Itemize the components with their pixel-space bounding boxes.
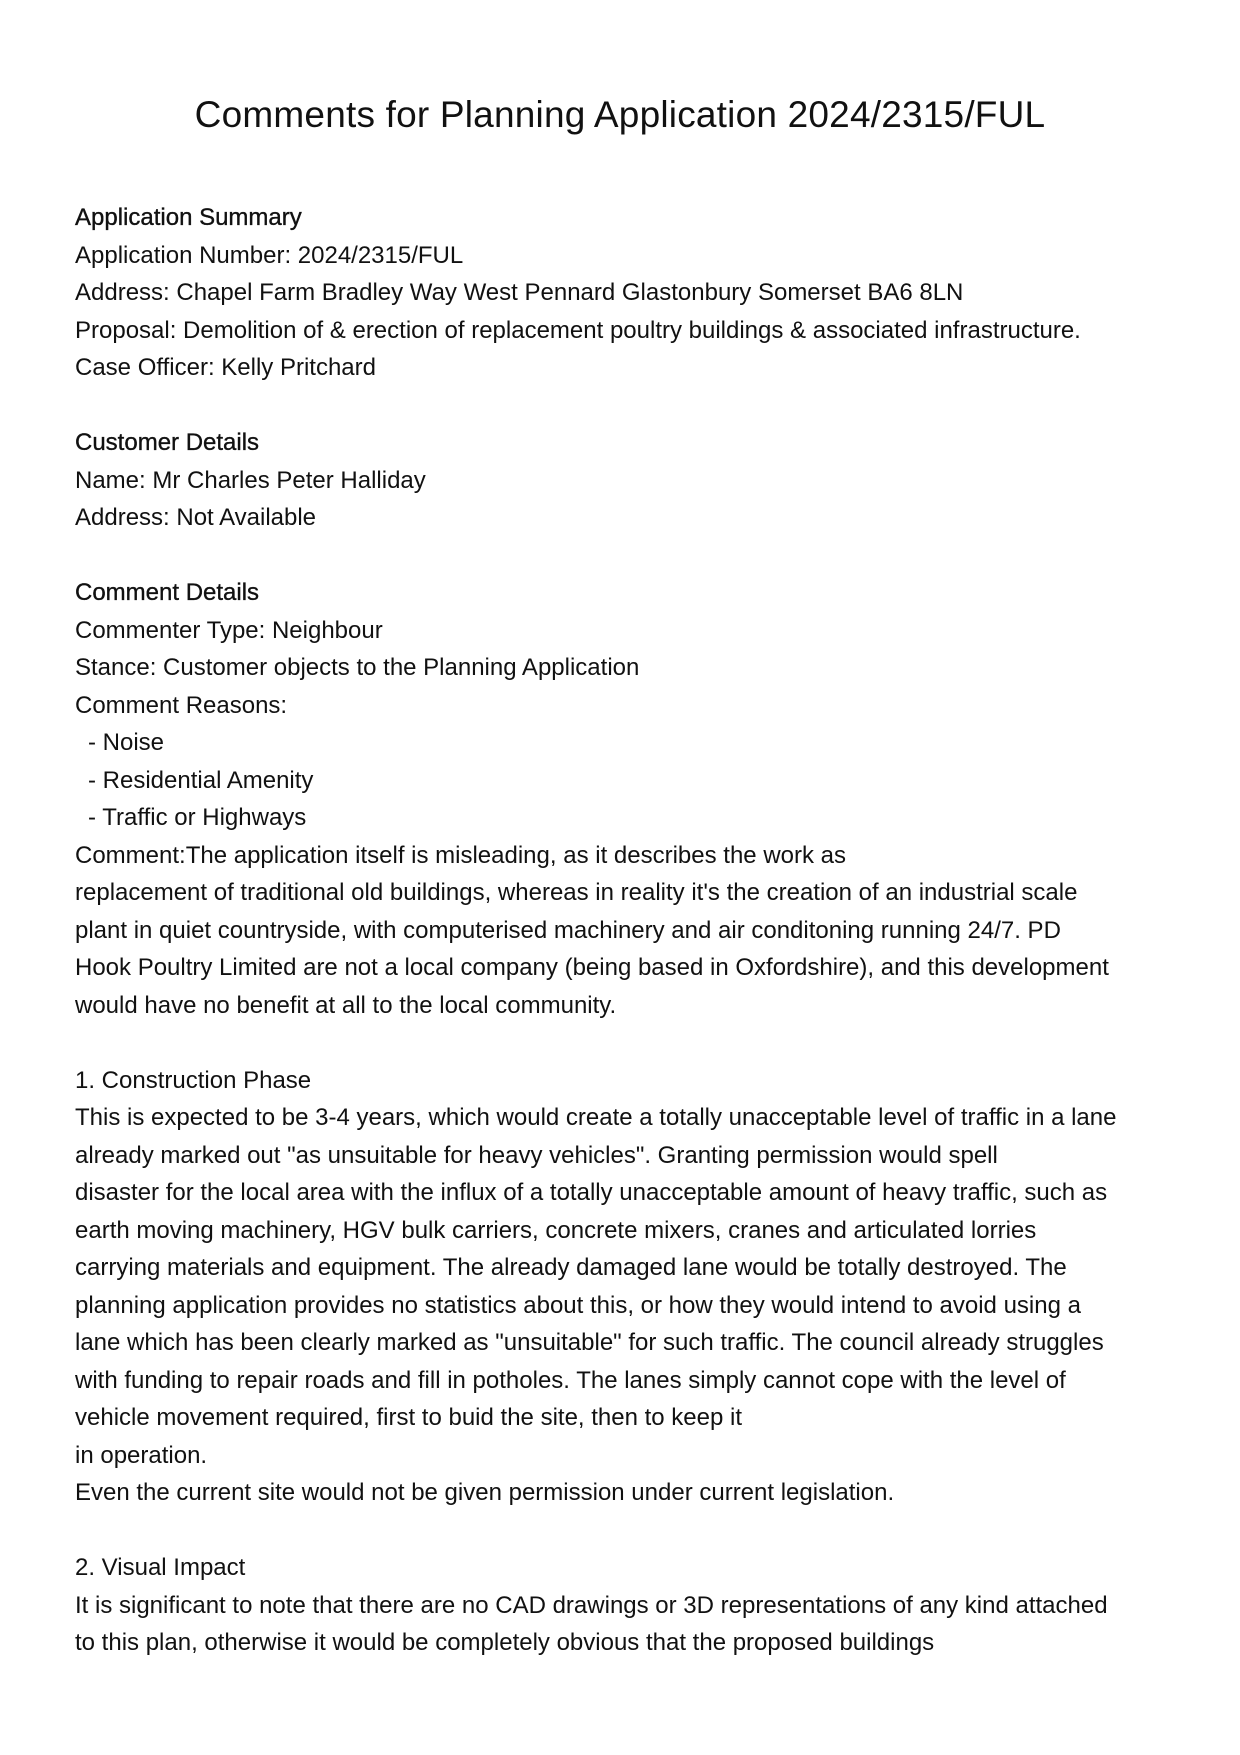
construction-phase-line: Even the current site would not be given permission under current legislation. <box>75 1479 895 1506</box>
commenter-type: Commenter Type: Neighbour <box>75 616 383 644</box>
construction-phase-heading: 1. Construction Phase <box>75 1066 312 1094</box>
construction-phase-line: carrying materials and equipment. The already damaged lane would be totally destroyed. The <box>75 1254 1067 1281</box>
comment-stance: Stance: Customer objects to the Planning Application <box>75 654 640 681</box>
construction-phase-line: in operation. <box>75 1441 208 1469</box>
construction-phase-line: planning application provides no statistics about this, or how they would intend to avoid using a <box>75 1291 1081 1319</box>
section-spacer <box>75 1024 1185 1062</box>
section-spacer <box>75 537 1185 575</box>
visual-impact-line: to this plan, otherwise it would be completely obvious that the proposed buildings <box>75 1629 935 1656</box>
construction-phase-line: This is expected to be 3-4 years, which would create a totally unacceptable level of traffic in a lane <box>75 1104 1117 1131</box>
visual-impact-heading: 2. Visual Impact <box>75 1554 246 1581</box>
section-spacer <box>75 1512 1185 1550</box>
application-summary-heading: Application Summary <box>75 204 302 231</box>
construction-phase-line: earth moving machinery, HGV bulk carriers, concrete mixers, cranes and articulated lorries <box>75 1216 1037 1244</box>
customer-name: Name: Mr Charles Peter Halliday <box>75 466 426 494</box>
customer-details-heading: Customer Details <box>75 429 260 456</box>
construction-phase-line: with funding to repair roads and fill in potholes. The lanes simply cannot cope with the level of <box>75 1366 1066 1394</box>
comment-reason-item: - Noise <box>88 729 165 756</box>
comment-reason-item: - Traffic or Highways <box>88 804 307 831</box>
construction-phase-line: lane which has been clearly marked as "unsuitable" for such traffic. The council already struggles <box>75 1329 1104 1356</box>
comment-text-line: Hook Poultry Limited are not a local company (being based in Oxfordshire), and this development <box>75 954 1109 981</box>
comment-text-line: Comment:The application itself is misleading, as it describes the work as <box>75 841 846 869</box>
application-address: Address: Chapel Farm Bradley Way West Pennard Glastonbury Somerset BA6 8LN <box>75 279 964 306</box>
case-officer: Case Officer: Kelly Pritchard <box>75 354 376 381</box>
construction-phase-line: disaster for the local area with the influx of a totally unacceptable amount of heavy traffic, such as <box>75 1179 1108 1206</box>
comment-text-line: plant in quiet countryside, with computerised machinery and air conditoning running 24/7. PD <box>75 916 1061 944</box>
comment-reasons-label: Comment Reasons: <box>75 691 288 719</box>
page-title: Comments for Planning Application 2024/2315/FUL <box>194 94 1046 135</box>
application-proposal: Proposal: Demolition of & erection of replacement poultry buildings & associated infrastructure. <box>75 316 1081 344</box>
comment-reason-item: - Residential Amenity <box>88 766 314 794</box>
application-number: Application Number: 2024/2315/FUL <box>75 241 464 269</box>
comment-text-line: would have no benefit at all to the local community. <box>75 991 617 1019</box>
comment-details-heading: Comment Details <box>75 579 260 606</box>
comment-text-line: replacement of traditional old buildings, whereas in reality it's the creation of an industrial scale <box>75 879 1078 906</box>
construction-phase-line: already marked out "as unsuitable for heavy vehicles". Granting permission would spell <box>75 1141 998 1169</box>
visual-impact-line: It is significant to note that there are no CAD drawings or 3D representations of any kind attached <box>75 1591 1108 1619</box>
customer-address: Address: Not Available <box>75 504 317 531</box>
section-spacer <box>75 387 1185 425</box>
construction-phase-line: vehicle movement required, first to buid the site, then to keep it <box>75 1404 743 1431</box>
document-body <box>75 199 1185 1662</box>
